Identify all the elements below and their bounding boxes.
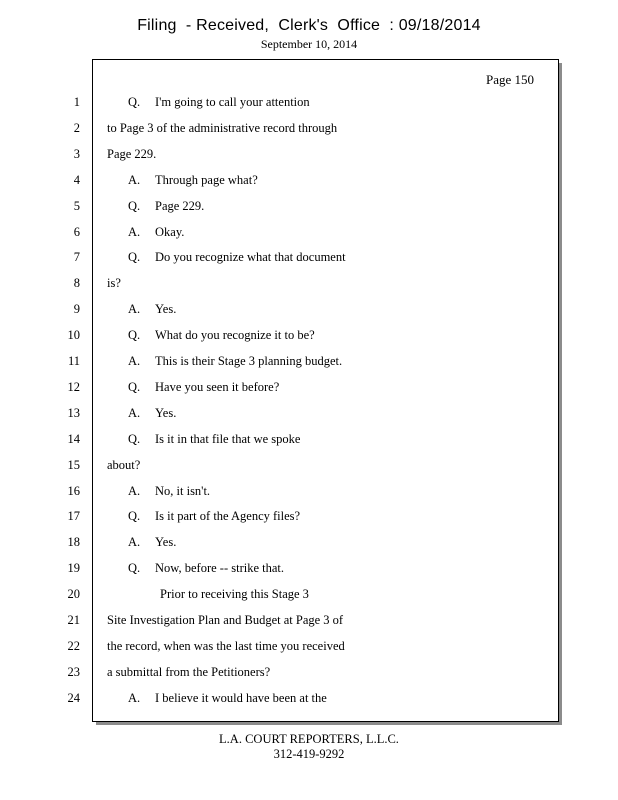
line-text: Page 229. [107, 146, 157, 161]
transcript-line [128, 173, 258, 188]
line-number: 23 [67, 664, 80, 679]
filing-stamp: Filing - Received, Clerk's Office : 09/18/2014 [137, 17, 481, 34]
court-reporter-name: L.A. COURT REPORTERS, L.L.C. [219, 732, 399, 746]
line-text: Have you seen it before? [155, 379, 280, 394]
speaker-marker: Q. [128, 561, 141, 576]
transcript-line [128, 225, 184, 240]
line-number: 11 [67, 354, 80, 368]
line-number: 1 [73, 95, 80, 109]
line-text: the record, when was the last time you received [107, 638, 345, 653]
line-number: 20 [67, 587, 80, 602]
speaker-marker: Q. [128, 198, 141, 213]
line-text: to Page 3 of the administrative record through [107, 120, 338, 135]
transcript-line [107, 458, 140, 473]
line-number: 3 [73, 146, 80, 161]
line-number: 14 [67, 431, 80, 446]
speaker-marker: Q. [128, 250, 141, 265]
speaker-marker: Q. [128, 379, 141, 394]
transcript-line [128, 95, 310, 110]
line-number: 15 [67, 457, 80, 472]
transcript-line [128, 561, 284, 576]
line-text: Now, before -- strike that. [155, 561, 285, 576]
deposition-date: September 10, 2014 [260, 37, 358, 51]
transcript-line [107, 121, 337, 136]
line-text: I'm going to call your attention [155, 95, 310, 109]
speaker-marker: Q. [128, 431, 141, 446]
speaker-marker: A. [128, 535, 141, 550]
line-number: 10 [67, 328, 80, 343]
transcript-line [128, 509, 300, 524]
transcript-line [128, 302, 176, 317]
transcript-line [128, 691, 327, 706]
line-number: 19 [67, 561, 80, 576]
court-reporter-phone: 312-419-9292 [273, 747, 345, 761]
speaker-marker: A. [128, 302, 141, 317]
transcript-line [160, 587, 309, 602]
line-text: Through page what? [155, 172, 258, 187]
transcript-line [128, 535, 176, 550]
transcript-line [107, 639, 345, 654]
line-number: 22 [67, 638, 80, 653]
transcript-line [128, 250, 346, 265]
line-text: Yes. [155, 302, 177, 317]
speaker-marker: A. [128, 354, 141, 368]
transcript-line [128, 328, 315, 343]
line-number: 6 [73, 224, 80, 239]
transcript-line [128, 354, 342, 369]
line-text: I believe it would have been at the [155, 690, 327, 705]
speaker-marker: Q. [128, 95, 141, 109]
line-text: Is it in that file that we spoke [155, 431, 301, 446]
speaker-marker: A. [128, 483, 141, 498]
transcript-line [128, 406, 176, 421]
line-number: 9 [73, 302, 80, 317]
line-text: Okay. [155, 224, 185, 239]
line-number: 18 [67, 535, 80, 550]
line-text: No, it isn't. [155, 483, 211, 498]
transcript-line [107, 613, 343, 628]
page-number: Page 150 [485, 72, 534, 87]
line-text: Yes. [155, 535, 177, 550]
transcript-line [128, 484, 210, 499]
line-number: 21 [67, 613, 80, 627]
transcript-line [107, 276, 121, 291]
speaker-marker: A. [128, 172, 141, 187]
line-number: 24 [67, 690, 80, 705]
line-text: Is it part of the Agency files? [155, 509, 301, 524]
line-text: is? [107, 276, 121, 291]
line-text: Page 229. [155, 198, 205, 213]
speaker-marker: A. [128, 224, 141, 239]
transcript-line [128, 380, 279, 395]
line-text: Do you recognize what that document [155, 250, 346, 265]
transcript-line [107, 665, 270, 680]
speaker-marker: A. [128, 690, 141, 705]
line-text: Site Investigation Plan and Budget at Page 3 of [107, 613, 344, 627]
speaker-marker: A. [128, 405, 141, 420]
line-number: 12 [67, 379, 80, 394]
line-number: 4 [73, 172, 80, 187]
transcript-line [128, 199, 204, 214]
line-text: about? [107, 457, 141, 472]
line-text: a submittal from the Petitioners? [107, 664, 271, 679]
transcript-line [107, 147, 156, 162]
transcript-line [128, 432, 300, 447]
line-number: 5 [73, 198, 80, 213]
speaker-marker: Q. [128, 328, 141, 343]
line-number: 7 [73, 250, 80, 265]
line-text: What do you recognize it to be? [155, 328, 315, 343]
line-number: 13 [67, 405, 80, 420]
line-text: Prior to receiving this Stage 3 [160, 587, 309, 602]
line-text: This is their Stage 3 planning budget. [155, 354, 343, 368]
line-text: Yes. [155, 405, 177, 420]
line-number: 17 [67, 509, 80, 524]
line-number: 8 [73, 276, 80, 291]
line-number: 16 [67, 483, 80, 498]
speaker-marker: Q. [128, 509, 141, 524]
line-number: 2 [73, 120, 80, 135]
